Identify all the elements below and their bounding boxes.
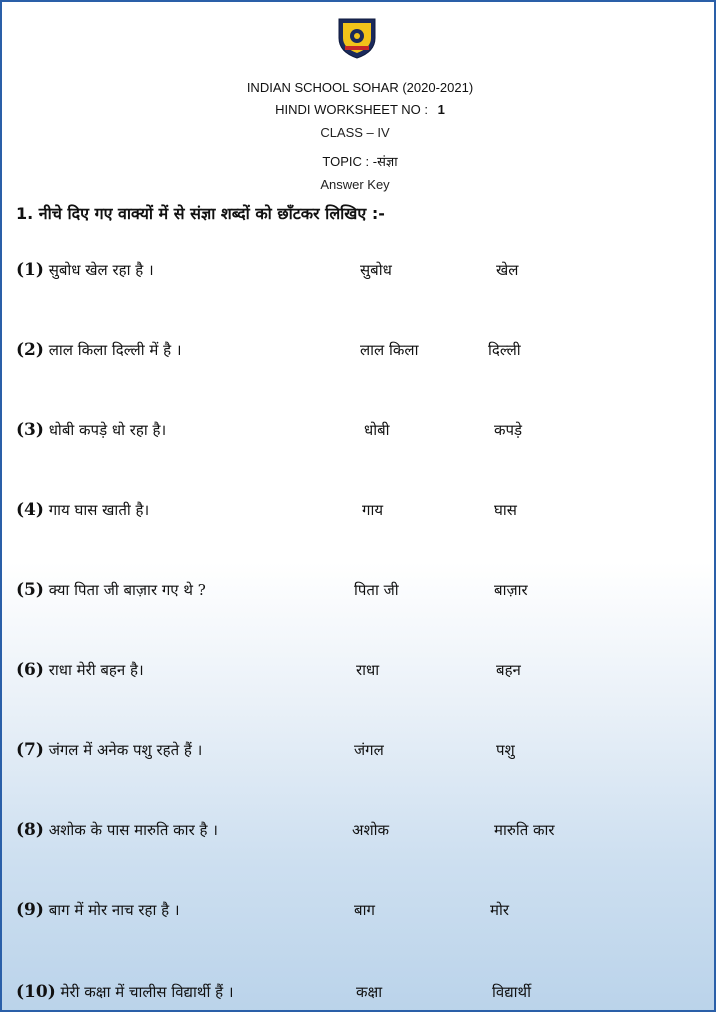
- question-row-8: [2, 820, 716, 846]
- question-sentence: अशोक के पास मारुति कार है ।: [48, 821, 218, 839]
- answer-noun-1: बाग: [354, 901, 375, 919]
- question-number: (7): [16, 740, 44, 760]
- answer-noun-1: धोबी: [364, 421, 390, 439]
- answer-noun-1: लाल किला: [360, 341, 419, 359]
- answer-noun-2: बहन: [496, 661, 521, 679]
- question-sentence: गाय घास खाती है।: [48, 501, 150, 519]
- answer-noun-1: अशोक: [352, 821, 390, 839]
- question-text: [16, 340, 182, 360]
- answer-key-label: Answer Key: [288, 174, 422, 196]
- question-text: [16, 982, 234, 1002]
- question-row-1: [2, 260, 716, 286]
- question-sentence: जंगल में अनेक पशु रहते हैं ।: [48, 741, 203, 759]
- question-row-3: [2, 420, 716, 446]
- question-text: [16, 580, 206, 600]
- school-name: INDIAN SCHOOL SOHAR (2020-2021): [246, 80, 474, 95]
- question-number: (4): [16, 500, 44, 520]
- question-text: [16, 500, 149, 520]
- question-sentence: सुबोध खेल रहा है ।: [48, 261, 154, 279]
- question-sentence: लाल किला दिल्ली में है ।: [48, 341, 182, 359]
- answer-noun-2: कपड़े: [494, 421, 523, 439]
- question-sentence: मेरी कक्षा में चालीस विद्यार्थी हैं ।: [60, 983, 234, 1001]
- answer-noun-2: मारुति कार: [494, 821, 555, 839]
- answer-noun-1: गाय: [362, 501, 384, 519]
- question-sentence: क्या पिता जी बाज़ार गए थे ?: [48, 581, 206, 599]
- question-sentence: बाग में मोर नाच रहा है ।: [48, 901, 180, 919]
- question-number: (10): [16, 982, 56, 1002]
- answer-noun-1: पिता जी: [354, 581, 399, 599]
- question-text: [16, 740, 202, 760]
- answer-noun-2: दिल्ली: [488, 341, 521, 359]
- school-crest-icon: [336, 16, 378, 60]
- question-text: [16, 420, 166, 440]
- question-number: (9): [16, 900, 44, 920]
- answer-noun-1: राधा: [356, 661, 380, 679]
- worksheet-number: 1: [437, 102, 445, 117]
- question-number: (8): [16, 820, 44, 840]
- worksheet-label: HINDI WORKSHEET NO :: [275, 102, 429, 117]
- question-text: [16, 660, 144, 680]
- answer-noun-1: सुबोध: [360, 261, 392, 279]
- question-row-2: [2, 340, 716, 366]
- question-number: (6): [16, 660, 44, 680]
- class-label: CLASS – IV: [288, 122, 422, 146]
- question-number: (1): [16, 260, 44, 280]
- worksheet-title: [2, 102, 716, 117]
- answer-noun-2: खेल: [496, 261, 519, 279]
- question-text: [16, 900, 180, 920]
- question-row-10: [2, 982, 716, 1008]
- answer-noun-1: जंगल: [354, 741, 384, 759]
- answer-noun-2: बाज़ार: [494, 581, 528, 599]
- instruction-text: 1. नीचे दिए गए वाक्यों में से संज्ञा शब्दों को छाँटकर लिखिए :-: [16, 204, 385, 223]
- answer-noun-1: कक्षा: [356, 983, 383, 1001]
- question-sentence: धोबी कपड़े धो रहा है।: [48, 421, 167, 439]
- topic-label: TOPIC : -संज्ञा: [322, 154, 398, 169]
- question-number: (5): [16, 580, 44, 600]
- question-text: [16, 260, 154, 280]
- question-row-5: [2, 580, 716, 606]
- question-row-7: [2, 740, 716, 766]
- question-number: (2): [16, 340, 44, 360]
- question-row-4: [2, 500, 716, 526]
- question-text: [16, 820, 218, 840]
- answer-noun-2: मोर: [490, 901, 509, 919]
- answer-noun-2: घास: [494, 501, 517, 519]
- question-number: (3): [16, 420, 44, 440]
- question-row-6: [2, 660, 716, 686]
- question-row-9: [2, 900, 716, 926]
- answer-noun-2: विद्यार्थी: [492, 983, 532, 1001]
- question-sentence: राधा मेरी बहन है।: [48, 661, 144, 679]
- answer-noun-2: पशु: [496, 741, 515, 759]
